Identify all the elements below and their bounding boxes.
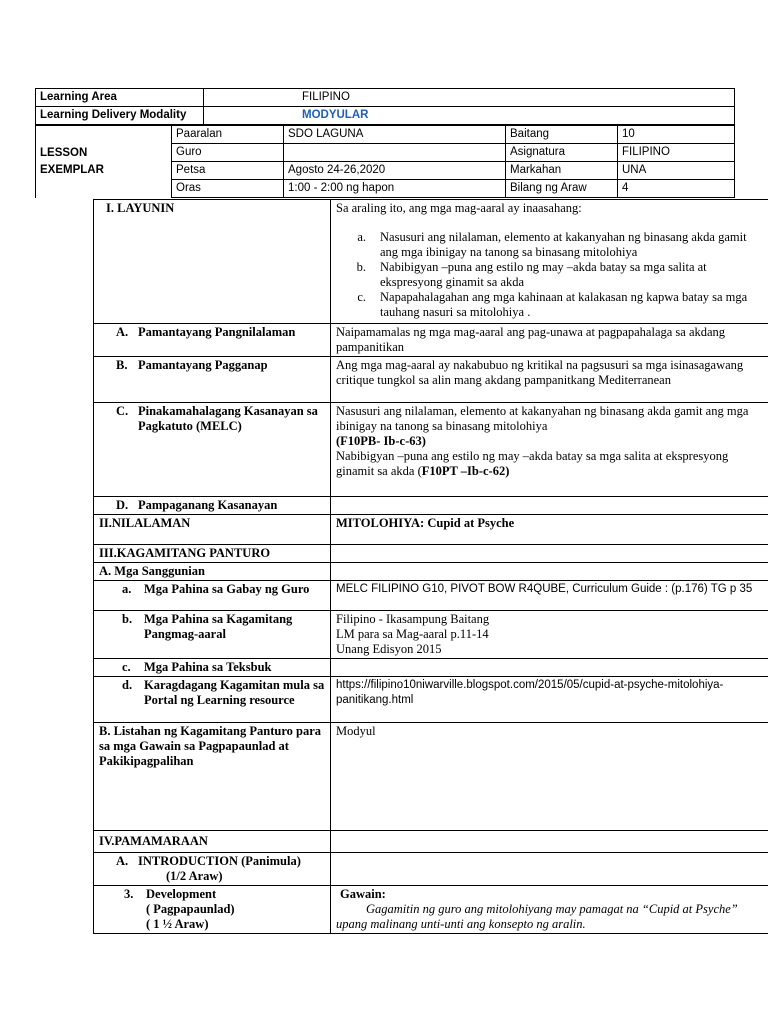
- teksbuk-value: [331, 659, 768, 677]
- layunin-label: I. LAYUNIN: [94, 200, 331, 324]
- markahan-label: Markahan: [506, 162, 618, 180]
- melc-label: [94, 403, 331, 497]
- baitang-value: 10: [618, 126, 735, 144]
- row-num: A.: [116, 854, 129, 868]
- development-sub: ( Pagpapaunlad): [146, 902, 235, 916]
- kagamitang-panturo-value: [331, 545, 768, 563]
- row-label: Mga Pahina sa Gabay ng Guro: [144, 582, 310, 596]
- oras-label: Oras: [172, 180, 284, 198]
- layunin-item: [336, 230, 763, 260]
- bilang-label: Bilang ng Araw: [506, 180, 618, 198]
- row-num: B.: [116, 358, 128, 372]
- row-label: Pinakamahalagang Kasanayan sa Pagkatuto (MELC): [138, 404, 318, 433]
- row-label: Mga Pahina sa Kagamitang Pangmag-aaral: [144, 612, 293, 641]
- item-key: a.: [357, 230, 366, 244]
- sb-line: LM para sa Mag-aaral p.11-14: [336, 627, 489, 641]
- row-num: b.: [122, 612, 133, 626]
- petsa-label: Petsa: [172, 162, 284, 180]
- gawain-label: Gawain:: [340, 887, 386, 901]
- lesson-info-table: [35, 125, 735, 198]
- portal-learning-resource-link[interactable]: https://filipino10niwarville.blogspot.com/2015/05/cupid-at-psyche-mitolohiya-panitikang.html: [331, 677, 768, 723]
- row-label: Karagdagang Kagamitan mula sa Portal ng Learning resource: [144, 678, 325, 707]
- baitang-label: Baitang: [506, 126, 618, 144]
- oras-value: 1:00 - 2:00 ng hapon: [284, 180, 506, 198]
- markahan-value: UNA: [618, 162, 735, 180]
- gawain-text: Gagamitin ng guro ang mitolohiyang may pamagat na “Cupid at Psyche” upang malinang unti-unti ang konsepto ng aralin.: [336, 902, 738, 931]
- row-num: c.: [122, 660, 131, 674]
- lesson-exemplar-label: [36, 126, 172, 198]
- lesson-plan-table: [93, 199, 768, 934]
- melc-text-2: [336, 449, 763, 479]
- sanggunian-label: A. Mga Sanggunian: [94, 563, 331, 581]
- gabay-ng-guro-label: [94, 581, 331, 611]
- layunin-item: [336, 290, 763, 320]
- row-label: Pampaganang Kasanayan: [138, 498, 278, 512]
- row-num: C.: [116, 404, 129, 418]
- paaralan-value: SDO LAGUNA: [284, 126, 506, 144]
- guro-label: Guro: [172, 144, 284, 162]
- listahan-kagamitan-value: Modyul: [331, 723, 768, 831]
- kagamitang-pangmag-aaral-label: [94, 611, 331, 659]
- row-num: d.: [122, 678, 133, 692]
- modality-value: MODYULAR: [204, 107, 735, 125]
- development-value: [331, 886, 768, 934]
- layunin-content: [331, 200, 768, 324]
- paaralan-label: Paaralan: [172, 126, 284, 144]
- pamantayang-pagganap-value: Ang mga mag-aaral ay nakabubuo ng kritikal na pagsusuri sa mga isinasagawang critique tungkol sa alin mang akdang pampanitkang Mediterranean: [331, 357, 768, 403]
- lesson-label-line1: LESSON: [40, 146, 88, 159]
- asignatura-label: Asignatura: [506, 144, 618, 162]
- sb-line: Filipino - Ikasampung Baitang: [336, 612, 490, 626]
- melc-text-1: Nasusuri ang nilalaman, elemento at kakanyahan ng binasang akda gamit ang mga ibinigay na tanong sa binasang mitolohiya: [336, 404, 749, 433]
- bilang-value: 4: [618, 180, 735, 198]
- introduction-value: [331, 853, 768, 886]
- header-table: [35, 88, 735, 125]
- listahan-kagamitan-label: B. Listahan ng Kagamitang Panturo para sa mga Gawain sa Pagpapaunlad at Pakikipagpalihan: [94, 723, 331, 831]
- row-label: INTRODUCTION (Panimula): [138, 854, 301, 868]
- sanggunian-value: [331, 563, 768, 581]
- modality-label: Learning Delivery Modality: [36, 107, 204, 125]
- melc-code-2: F10PT –Ib-c-62): [421, 464, 510, 478]
- development-duration: ( 1 ½ Araw): [146, 917, 209, 931]
- melc-value: [331, 403, 768, 497]
- petsa-value: Agosto 24-26,2020: [284, 162, 506, 180]
- item-key: c.: [357, 290, 366, 304]
- introduction-duration: (1/2 Araw): [166, 869, 223, 883]
- layunin-list: [336, 230, 763, 320]
- melc-code-1: (F10PB- Ib-c-63): [336, 434, 426, 448]
- nilalaman-value: MITOLOHIYA: Cupid at Psyche: [331, 515, 768, 545]
- pampaganang-kasanayan-label: [94, 497, 331, 515]
- pampaganang-kasanayan-value: [331, 497, 768, 515]
- pamamaraan-label: IV.PAMAMARAAN: [94, 831, 331, 853]
- lesson-label-line2: EXEMPLAR: [40, 163, 104, 176]
- row-num: D.: [116, 498, 129, 512]
- item-text: Napapahalagahan ang mga kahinaan at kalakasan ng kapwa batay sa mga tauhang nasuri sa mitolohiya .: [380, 290, 748, 319]
- row-label: Pamantayang Pangnilalaman: [138, 325, 296, 339]
- sb-line: Unang Edisyon 2015: [336, 642, 442, 656]
- pamamaraan-value: [331, 831, 768, 853]
- introduction-label: [94, 853, 331, 886]
- learning-area-value: FILIPINO: [204, 89, 735, 107]
- gabay-ng-guro-value: MELC FILIPINO G10, PIVOT BOW R4QUBE, Curriculum Guide : (p.176) TG p 35: [331, 581, 768, 611]
- row-num: 3.: [124, 887, 134, 901]
- pamantayang-pagganap-label: [94, 357, 331, 403]
- row-label: Pamantayang Pagganap: [138, 358, 268, 372]
- layunin-item: [336, 260, 763, 290]
- layunin-intro: Sa araling ito, ang mga mag-aaral ay inaasahang:: [336, 201, 582, 215]
- row-num: A.: [116, 325, 129, 339]
- row-num: a.: [122, 582, 132, 596]
- nilalaman-label: II.NILALAMAN: [94, 515, 331, 545]
- learning-area-label: Learning Area: [36, 89, 204, 107]
- pamantayang-pangnilalaman-value: Naipamamalas ng mga mag-aaral ang pag-unawa at pagpapahalaga sa akdang pampanitikan: [331, 324, 768, 357]
- row-label: Development: [146, 887, 217, 901]
- melc-text-2-body: Nabibigyan –puna ang estilo ng may –akda batay sa mga salita at ekspresyong ginamit sa akda (: [336, 449, 729, 478]
- teksbuk-label: [94, 659, 331, 677]
- asignatura-value: FILIPINO: [618, 144, 735, 162]
- guro-value: [284, 144, 506, 162]
- kagamitang-panturo-label: III.KAGAMITANG PANTURO: [94, 545, 331, 563]
- row-label: Mga Pahina sa Teksbuk: [144, 660, 272, 674]
- kagamitang-pangmag-aaral-value: [331, 611, 768, 659]
- item-text: Nasusuri ang nilalaman, elemento at kakanyahan ng binasang akda gamit ang mga ibinigay na tanong sa binasang mitolohiya: [380, 230, 747, 259]
- portal-learning-resource-label: [94, 677, 331, 723]
- item-text: Nabibigyan –puna ang estilo ng may –akda batay sa mga salita at ekspresyong ginamit sa akda: [380, 260, 707, 289]
- development-label: [94, 886, 331, 934]
- pamantayang-pangnilalaman-label: [94, 324, 331, 357]
- item-key: b.: [356, 260, 366, 274]
